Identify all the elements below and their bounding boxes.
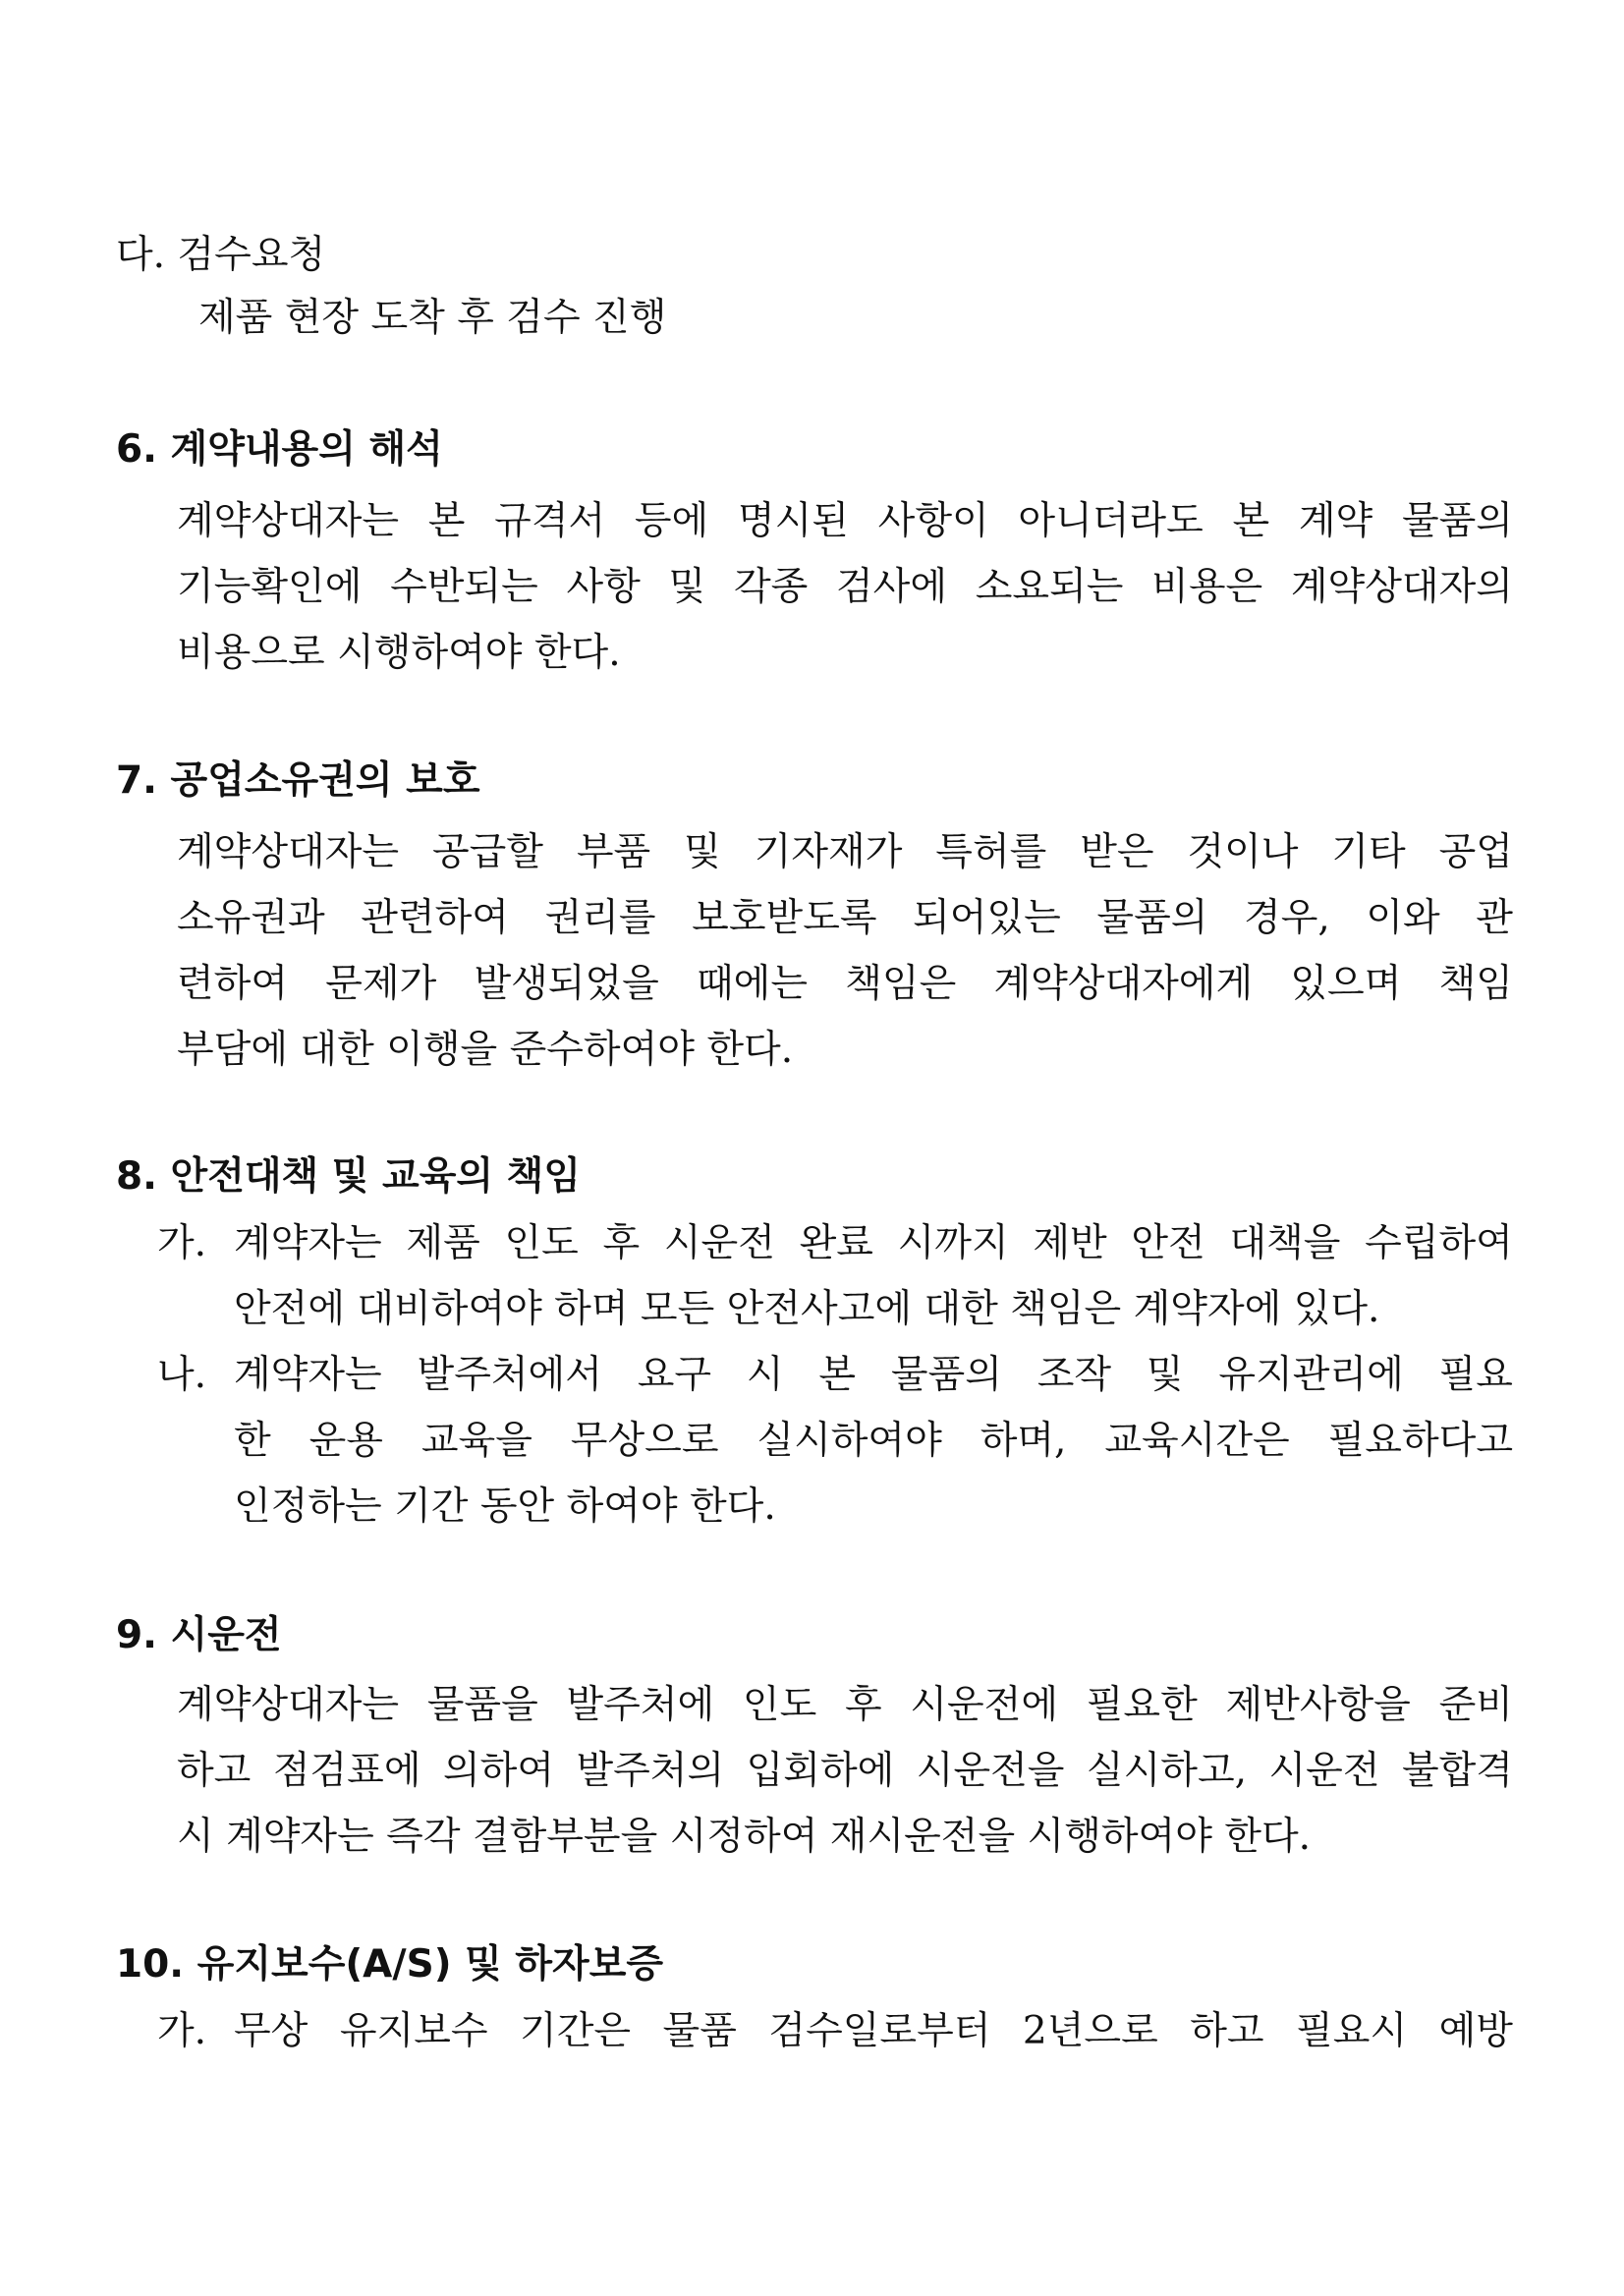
section-8-item-ga-line-2: 안전에 대비하여야 하며 모든 안전사고에 대한 책임은 계약자에 있다. (234, 1287, 1380, 1331)
section-10-item-ga-marker: 가. (157, 2009, 207, 2053)
section-8-item-ga-line-1: 계약자는 제품 인도 후 시운전 완료 시까지 제반 안전 대책을 수립하여 (234, 1221, 1513, 1265)
section-8-title: 8. 안전대책 및 교육의 책임 (116, 1154, 582, 1199)
section-8-item-na-marker: 나. (157, 1353, 207, 1397)
section-5c-body: 제품 현장 도착 후 검수 진행 (198, 296, 667, 340)
section-8-item-na-line-3: 인정하는 기간 동안 하여야 한다. (234, 1484, 776, 1529)
section-6-line-1: 계약상대자는 본 규격서 등에 명시된 사항이 아니더라도 본 계약 물품의 (177, 499, 1513, 543)
section-7-line-4: 부담에 대한 이행을 준수하여야 한다. (177, 1028, 794, 1072)
section-7-line-3: 련하여 문제가 발생되었을 때에는 책임은 계약상대자에게 있으며 책임 (177, 962, 1513, 1006)
section-9-line-1: 계약상대자는 물품을 발주처에 인도 후 시운전에 필요한 제반사항을 준비 (177, 1683, 1513, 1727)
section-9-line-3: 시 계약자는 즉각 결함부분을 시정하여 재시운전을 시행하여야 한다. (177, 1815, 1312, 1859)
section-7-line-2: 소유권과 관련하여 권리를 보호받도록 되어있는 물품의 경우, 이와 관 (177, 896, 1513, 940)
section-6-title: 6. 계약내용의 해석 (116, 427, 443, 472)
section-8-item-na-line-1: 계약자는 발주처에서 요구 시 본 물품의 조작 및 유지관리에 필요 (234, 1353, 1513, 1397)
section-10-title: 10. 유지보수(A/S) 및 하자보증 (116, 1942, 664, 1987)
section-6-line-2: 기능확인에 수반되는 사항 및 각종 검사에 소요되는 비용은 계약상대자의 (177, 565, 1513, 609)
section-8-item-na-line-2: 한 운용 교육을 무상으로 실시하여야 하며, 교육시간은 필요하다고 (234, 1419, 1513, 1463)
section-7-line-1: 계약상대자는 공급할 부품 및 기자재가 특허를 받은 것이나 기타 공업 (177, 830, 1513, 874)
section-8-item-ga-marker: 가. (157, 1221, 207, 1265)
section-6-line-3: 비용으로 시행하여야 한다. (177, 631, 621, 675)
section-9-line-2: 하고 점검표에 의하여 발주처의 입회하에 시운전을 실시하고, 시운전 불합격 (177, 1749, 1513, 1793)
section-7-title: 7. 공업소유권의 보호 (116, 758, 480, 803)
section-10-item-ga-line-1: 무상 유지보수 기간은 물품 검수일로부터 2년으로 하고 필요시 예방 (234, 2009, 1513, 2053)
section-5c-title: 다. 검수요청 (116, 233, 326, 277)
section-9-title: 9. 시운전 (116, 1613, 282, 1657)
